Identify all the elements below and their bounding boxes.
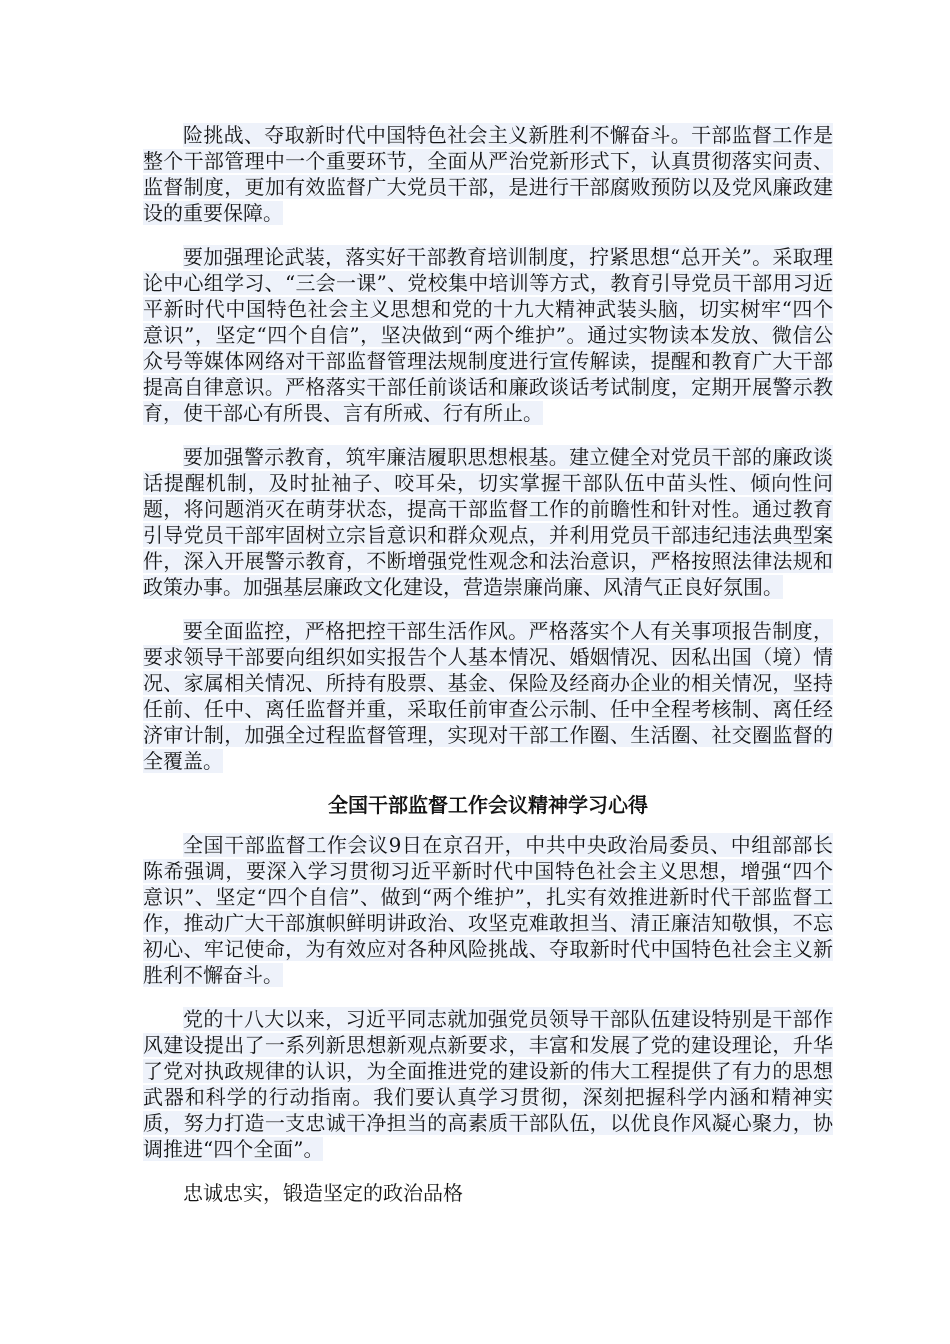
paragraph-text: 要加强警示教育，筑牢廉洁履职思想根基。建立健全对党员干部的廉政谈话提醒机制，及时扯袖子、咬耳朵，切实掌握干部队伍中苗头性、倾向性问题，将问题消灭在萌芽状态，提高干部监督工作的前瞻性和针对性。通过教育引导党员干部牢固树立宗旨意识和群众观点，并利用党员干部违纪违法典型案件，深入开展警示教育，不断增强党性观念和法治意识，严格按照法律法规和政策办事。加强基层廉政文化建设，营造崇廉尚廉、风清气正良好氛围。 xyxy=(143,445,833,599)
paragraph-text: 要加强理论武装，落实好干部教育培训制度，拧紧思想“总开关”。采取理论中心组学习、“三会一课”、党校集中培训等方式，教育引导党员干部用习近平新时代中国特色社会主义思想和党的十九大精神武装头脑，切实树牢“四个意识”，坚定“四个自信”，坚决做到“两个维护”。通过实物读本发放、微信公众号等媒体网络对干部监督管理法规制度进行宣传解读，提醒和教育广大干部提高自律意识。严格落实干部任前谈话和廉政谈话考试制度，定期开展警示教育，使干部心有所畏、言有所戒、行有所止。 xyxy=(143,245,833,425)
paragraph-subheading-loyalty xyxy=(143,1180,833,1206)
paragraph-text: 党的十八大以来，习近平同志就加强党员领导干部队伍建设特别是干部作风建设提出了一系列新思想新观点新要求，丰富和发展了党的建设理论，升华了党对执政规律的认识，为全面推进党的建设新的伟大工程提供了有力的思想武器和科学的行动指南。我们要认真学习贯彻，深刻把握科学内涵和精神实质，努力打造一支忠诚干净担当的高素质干部队伍，以优良作风凝心聚力，协调推进“四个全面”。 xyxy=(143,1007,833,1161)
section-title: 全国干部监督工作会议精神学习心得 xyxy=(328,793,648,817)
paragraph-theory-study xyxy=(143,244,833,426)
paragraph-full-monitoring xyxy=(143,618,833,774)
paragraph-since-18th-congress xyxy=(143,1006,833,1162)
paragraph-text: 要全面监控，严格把控干部生活作风。严格落实个人有关事项报告制度，要求领导干部要向组织如实报告个人基本情况、婚姻情况、因私出国（境）情况、家属相关情况、所持有股票、基金、保险及经商办企业的相关情况，坚持任前、任中、离任监督并重，采取任前审查公示制、任中全程考核制、离任经济审计制，加强全过程监督管理，实现对干部工作圈、生活圈、社交圈监督的全覆盖。 xyxy=(143,619,833,773)
paragraph-text: 险挑战、夺取新时代中国特色社会主义新胜利不懈奋斗。干部监督工作是整个干部管理中一个重要环节，全面从严治党新形式下，认真贯彻落实问责、监督制度，更加有效监督广大党员干部，是进行干部腐败预防以及党风廉政建设的重要保障。 xyxy=(143,123,833,225)
paragraph-warning-education xyxy=(143,444,833,600)
paragraph-conference-summary xyxy=(143,832,833,988)
paragraph-text: 忠诚忠实，锻造坚定的政治品格 xyxy=(183,1181,463,1205)
paragraph-text: 全国干部监督工作会议9日在京召开，中共中央政治局委员、中组部部长陈希强调，要深入学习贯彻习近平新时代中国特色社会主义思想，增强“四个意识”、坚定“四个自信”、做到“两个维护”，扎实有效推进新时代干部监督工作，推动广大干部旗帜鲜明讲政治、攻坚克难敢担当、清正廉洁知敬惧，不忘初心、牢记使命，为有效应对各种风险挑战、夺取新时代中国特色社会主义新胜利不懈奋斗。 xyxy=(143,833,833,987)
paragraph-intro-continuation xyxy=(143,122,833,226)
document-body xyxy=(143,122,833,1206)
